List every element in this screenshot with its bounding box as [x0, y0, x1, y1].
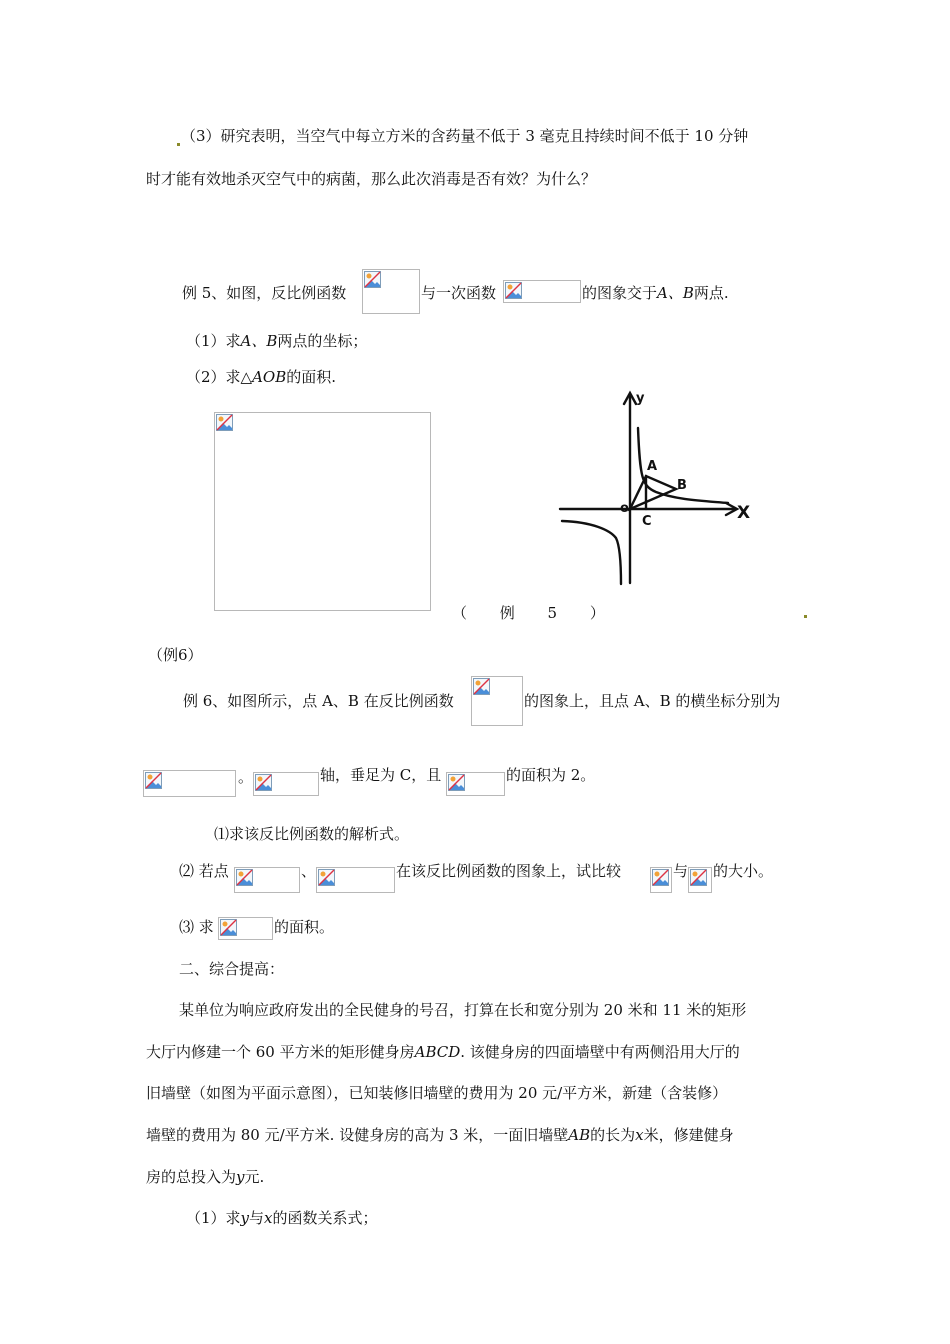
ex6-part-2-c: 在该反比例函数的图象上，试比较	[396, 862, 622, 880]
ex5-part-1: （1）求A、B两点的坐标；	[186, 332, 368, 350]
formula-image-triangle	[446, 772, 505, 796]
graph-label-a: A	[647, 459, 658, 474]
broken-image-icon	[318, 869, 335, 886]
graph-label-c: C	[642, 514, 652, 529]
ex6-part-1: ⑴求该反比例函数的解析式。	[214, 825, 410, 843]
broken-image-icon	[690, 869, 707, 886]
ex6-line2-part-b: 轴，垂足为 C，且	[320, 766, 442, 784]
section-2-para-line-5: 房的总投入为y元.	[146, 1168, 265, 1186]
formula-image-linear-function	[503, 280, 581, 303]
formula-image-triangle-area	[218, 917, 273, 940]
ex6-intro-part-a: 例 6、如图所示，点 A、B 在反比例函数	[183, 692, 454, 710]
ex5-graph-sketch	[556, 388, 756, 588]
graph-label-o: o	[620, 501, 629, 516]
ex6-part-2-e: 的大小。	[713, 862, 774, 880]
graph-label-x: X	[737, 503, 751, 523]
formula-image-y2	[688, 867, 712, 893]
q3-line-1: （3）研究表明，当空气中每立方米的含药量不低于 3 毫克且持续时间不低于 10 分钟	[176, 126, 748, 146]
broken-image-icon	[220, 919, 237, 936]
ex6-line2-part-c: 的面积为 2。	[506, 766, 596, 784]
broken-image-icon	[364, 271, 381, 288]
hyperbola-branch-2	[562, 521, 621, 584]
section-2-para-line-2: 大厅内修建一个 60 平方米的矩形健身房ABCD. 该健身房的四面墙壁中有两侧沿用大厅的	[146, 1043, 740, 1061]
graph-label-y: y	[636, 391, 645, 406]
broken-image-icon	[505, 282, 522, 299]
broken-image-icon	[652, 869, 669, 886]
triangle-aob	[630, 476, 676, 509]
q3-line-2: 时才能有效地杀灭空气中的病菌，那么此次消毒是否有效？为什么？	[146, 170, 597, 188]
broken-image-icon	[255, 774, 272, 791]
formula-image-point-2	[316, 867, 395, 893]
formula-image-inverse-function	[362, 269, 420, 314]
formula-image-abscissas	[143, 770, 236, 797]
section-2-title: 二、综合提高：	[179, 960, 285, 978]
ex6-part-3-b: 的面积。	[274, 918, 335, 936]
broken-image-icon	[236, 869, 253, 886]
broken-image-icon	[473, 678, 490, 695]
ex6-part-2-a: ⑵ 若点	[179, 862, 229, 880]
broken-image-icon	[145, 772, 162, 789]
formula-image-y1	[650, 867, 672, 893]
broken-image-icon	[448, 774, 465, 791]
ex6-part-2-b: 、	[301, 862, 317, 880]
ex5-intro-part-a: 例 5、如图，反比例函数	[182, 284, 347, 302]
ex5-caption: （ 例 5 ）	[452, 604, 619, 622]
section-2-para-line-4: 墙壁的费用为 80 元/平方米. 设健身房的高为 3 米，一面旧墙壁AB的长为x米，修建健身	[146, 1126, 734, 1144]
graph-label-b: B	[677, 478, 687, 493]
ex5-intro-part-b: 与一次函数	[421, 284, 497, 302]
ex6-line2-part-a: 。	[238, 768, 254, 786]
ex6-intro-part-b: 的图象上，且点 A、B 的横坐标分别为	[524, 692, 781, 710]
ex6-part-2-d: 与	[673, 862, 689, 880]
ex6-part-3-a: ⑶ 求	[179, 918, 214, 936]
ex6-tag: （例6）	[148, 646, 203, 664]
section-2-para-line-1: 某单位为响应政府发出的全民健身的号召，打算在长和宽分别为 20 米和 11 米的矩形	[179, 1001, 747, 1019]
formula-image-point-1	[234, 867, 300, 893]
formula-image-perpendicular	[253, 772, 319, 796]
ex5-intro-part-c: 的图象交于A、B两点.	[582, 284, 729, 302]
broken-image-icon	[216, 414, 233, 431]
stray-mark	[804, 615, 807, 618]
section-2-question-1: （1）求y与x的函数关系式；	[186, 1209, 378, 1227]
ex5-part-2: （2）求△AOB的面积.	[186, 368, 337, 386]
section-2-para-line-3: 旧墙壁（如图为平面示意图），已知装修旧墙壁的费用为 20 元/平方米，新建（含装修）	[146, 1084, 728, 1102]
formula-image-ex6-function	[471, 676, 523, 726]
ex5-figure-image	[214, 412, 431, 611]
